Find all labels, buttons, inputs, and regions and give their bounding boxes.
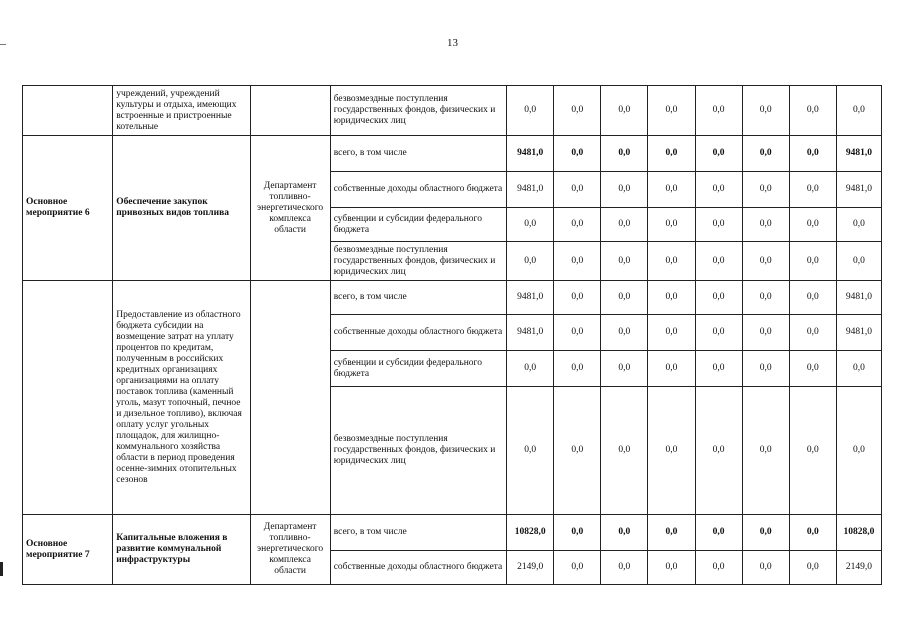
value-cell: 0,0 bbox=[836, 351, 881, 387]
value-cell: 0,0 bbox=[648, 208, 695, 242]
value-cell: 0,0 bbox=[742, 351, 789, 387]
value-cell: 0,0 bbox=[695, 86, 742, 136]
value-cell: 0,0 bbox=[695, 136, 742, 172]
value-cell: 2149,0 bbox=[836, 551, 881, 585]
value-cell: 0,0 bbox=[601, 172, 648, 208]
page-number: 13 bbox=[447, 37, 458, 49]
value-cell: 9481,0 bbox=[836, 172, 881, 208]
activity-name-cell: Капитальные вложения в развитие коммунальной инфраструктуры bbox=[113, 515, 250, 585]
funding-source: безвозмездные поступления государственных фондов, физических и юридических лиц bbox=[330, 242, 506, 281]
value-cell: 9481,0 bbox=[507, 172, 554, 208]
value-cell: 0,0 bbox=[789, 387, 836, 515]
value-cell: 0,0 bbox=[601, 551, 648, 585]
executor-cell: Департамент топливно-энергетического комплекса области bbox=[250, 515, 330, 585]
funding-source: безвозмездные поступления государственных фондов, физических и юридических лиц bbox=[330, 387, 506, 515]
value-cell: 0,0 bbox=[742, 172, 789, 208]
value-cell: 9481,0 bbox=[836, 315, 881, 351]
value-cell: 0,0 bbox=[648, 281, 695, 315]
value-cell: 0,0 bbox=[742, 281, 789, 315]
activity-name-cell: учреждений, учреждений культуры и отдыха, имеющих встроенные и пристроенные котельные bbox=[113, 86, 250, 136]
value-cell: 0,0 bbox=[554, 136, 601, 172]
value-cell: 0,0 bbox=[601, 208, 648, 242]
funding-source: всего, в том числе bbox=[330, 281, 506, 315]
funding-source: собственные доходы областного бюджета bbox=[330, 551, 506, 585]
value-cell: 0,0 bbox=[648, 315, 695, 351]
value-cell: 0,0 bbox=[695, 172, 742, 208]
value-cell: 0,0 bbox=[554, 315, 601, 351]
value-cell: 0,0 bbox=[789, 172, 836, 208]
value-cell: 0,0 bbox=[554, 208, 601, 242]
value-cell: 0,0 bbox=[601, 315, 648, 351]
value-cell: 9481,0 bbox=[507, 315, 554, 351]
value-cell: 0,0 bbox=[554, 281, 601, 315]
value-cell: 0,0 bbox=[554, 551, 601, 585]
value-cell: 0,0 bbox=[742, 86, 789, 136]
executor-cell: Департамент топливно-энергетического комплекса области bbox=[250, 136, 330, 281]
value-cell: 0,0 bbox=[695, 515, 742, 551]
funding-source: всего, в том числе bbox=[330, 136, 506, 172]
activity-cell bbox=[23, 86, 113, 136]
value-cell: 0,0 bbox=[554, 515, 601, 551]
value-cell: 0,0 bbox=[601, 281, 648, 315]
value-cell: 9481,0 bbox=[836, 136, 881, 172]
scan-mark bbox=[0, 562, 3, 576]
activity-cell: Основное мероприятие 6 bbox=[23, 136, 113, 281]
value-cell: 0,0 bbox=[789, 136, 836, 172]
value-cell: 0,0 bbox=[601, 351, 648, 387]
value-cell: 0,0 bbox=[836, 242, 881, 281]
value-cell: 0,0 bbox=[789, 315, 836, 351]
value-cell: 0,0 bbox=[836, 208, 881, 242]
value-cell: 0,0 bbox=[648, 551, 695, 585]
value-cell: 0,0 bbox=[601, 136, 648, 172]
value-cell: 0,0 bbox=[695, 242, 742, 281]
value-cell: 0,0 bbox=[789, 551, 836, 585]
activity-name-cell: Обеспечение закупок привозных видов топлива bbox=[113, 136, 250, 281]
value-cell: 0,0 bbox=[601, 86, 648, 136]
value-cell: 0,0 bbox=[648, 351, 695, 387]
value-cell: 0,0 bbox=[648, 86, 695, 136]
value-cell: 0,0 bbox=[554, 172, 601, 208]
value-cell: 10828,0 bbox=[836, 515, 881, 551]
value-cell: 0,0 bbox=[554, 387, 601, 515]
value-cell: 0,0 bbox=[695, 351, 742, 387]
value-cell: 0,0 bbox=[648, 387, 695, 515]
value-cell: 0,0 bbox=[789, 208, 836, 242]
value-cell: 9481,0 bbox=[507, 281, 554, 315]
activity-cell bbox=[23, 281, 113, 515]
funding-source: субвенции и субсидии федерального бюджета bbox=[330, 208, 506, 242]
value-cell: 0,0 bbox=[507, 208, 554, 242]
value-cell: 0,0 bbox=[742, 136, 789, 172]
value-cell: 0,0 bbox=[695, 315, 742, 351]
value-cell: 0,0 bbox=[554, 86, 601, 136]
funding-source: собственные доходы областного бюджета bbox=[330, 172, 506, 208]
value-cell: 0,0 bbox=[789, 515, 836, 551]
funding-source: субвенции и субсидии федерального бюджета bbox=[330, 351, 506, 387]
value-cell: 0,0 bbox=[695, 387, 742, 515]
value-cell: 0,0 bbox=[836, 86, 881, 136]
value-cell: 10828,0 bbox=[507, 515, 554, 551]
value-cell: 0,0 bbox=[601, 242, 648, 281]
value-cell: 0,0 bbox=[789, 281, 836, 315]
value-cell: 0,0 bbox=[742, 387, 789, 515]
value-cell: 0,0 bbox=[742, 208, 789, 242]
value-cell: 0,0 bbox=[742, 551, 789, 585]
executor-cell bbox=[250, 86, 330, 136]
value-cell: 0,0 bbox=[789, 351, 836, 387]
value-cell: 0,0 bbox=[695, 208, 742, 242]
value-cell: 0,0 bbox=[554, 242, 601, 281]
value-cell: 0,0 bbox=[742, 315, 789, 351]
value-cell: 0,0 bbox=[554, 351, 601, 387]
activity-cell: Основное мероприятие 7 bbox=[23, 515, 113, 585]
table-row bbox=[23, 136, 882, 172]
value-cell: 0,0 bbox=[789, 242, 836, 281]
value-cell: 2149,0 bbox=[507, 551, 554, 585]
value-cell: 0,0 bbox=[742, 242, 789, 281]
value-cell: 9481,0 bbox=[507, 136, 554, 172]
value-cell: 0,0 bbox=[836, 387, 881, 515]
value-cell: 0,0 bbox=[507, 387, 554, 515]
executor-cell bbox=[250, 281, 330, 515]
funding-source: всего, в том числе bbox=[330, 515, 506, 551]
value-cell: 0,0 bbox=[507, 242, 554, 281]
value-cell: 0,0 bbox=[695, 551, 742, 585]
value-cell: 0,0 bbox=[601, 387, 648, 515]
funding-source: безвозмездные поступления государственных фондов, физических и юридических лиц bbox=[330, 86, 506, 136]
table-row bbox=[23, 86, 882, 136]
value-cell: 0,0 bbox=[648, 172, 695, 208]
value-cell: 0,0 bbox=[648, 136, 695, 172]
activity-name-cell: Предоставление из областного бюджета субсидии на возмещение затрат на уплату процентов по кредитам, полученным в российских кредитных организациях организациями на оплату поставок топлива (каменный уголь, мазут топочный, печное и дизельное топливо), включая оплату услуг угольных площадок, для жилищно-коммунального хозяйства области в период проведения осенне-зимних отопительных сезонов bbox=[113, 281, 250, 515]
value-cell: 9481,0 bbox=[836, 281, 881, 315]
value-cell: 0,0 bbox=[695, 281, 742, 315]
table-row bbox=[23, 515, 882, 551]
value-cell: 0,0 bbox=[742, 515, 789, 551]
budget-table bbox=[22, 85, 882, 585]
value-cell: 0,0 bbox=[648, 515, 695, 551]
value-cell: 0,0 bbox=[507, 86, 554, 136]
funding-source: собственные доходы областного бюджета bbox=[330, 315, 506, 351]
value-cell: 0,0 bbox=[601, 515, 648, 551]
value-cell: 0,0 bbox=[648, 242, 695, 281]
table-row bbox=[23, 281, 882, 315]
value-cell: 0,0 bbox=[789, 86, 836, 136]
value-cell: 0,0 bbox=[507, 351, 554, 387]
